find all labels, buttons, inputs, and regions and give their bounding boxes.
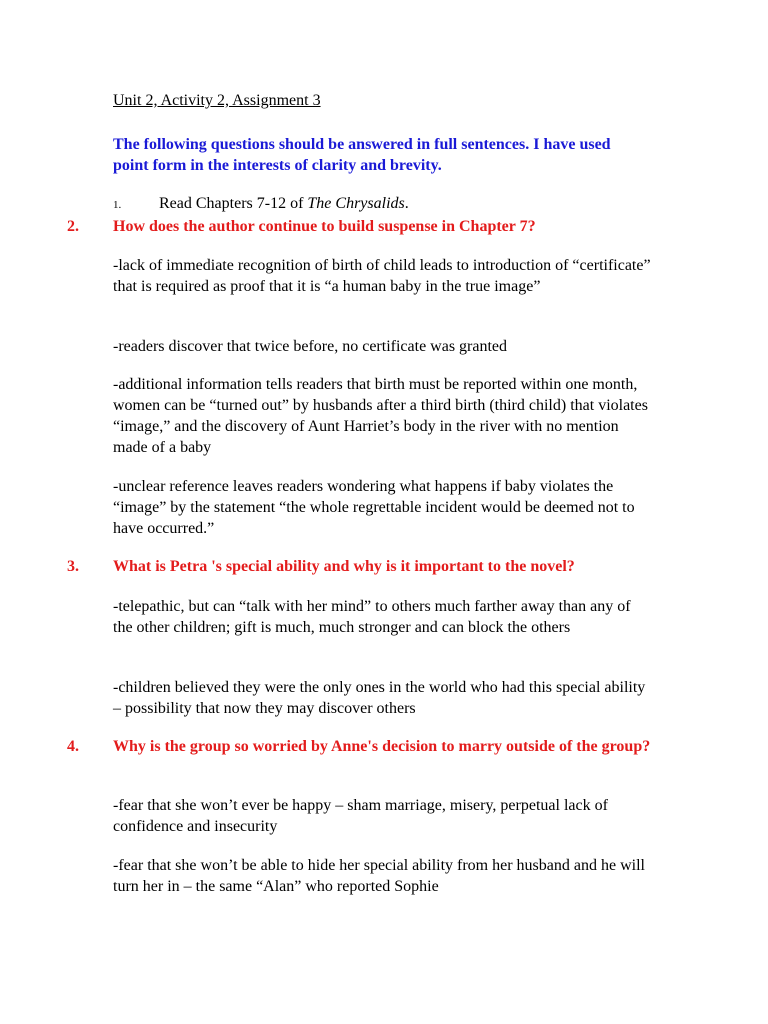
question-2-text: How does the author continue to build suspense in Chapter 7? [113, 218, 536, 235]
question-4-text: Why is the group so worried by Anne's decision to marry outside of the group? [113, 738, 651, 755]
question-3-text: What is Petra 's special ability and why is it important to the novel? [113, 558, 575, 575]
question-3-answer-1: -telepathic, but can “talk with her mind” to others much farther away than any of the other children; gift is much, much stronger and can block the others [113, 598, 631, 636]
question-2-answer-1: -lack of immediate recognition of birth of child leads to introduction of “certificate” that is required as proof that it is “a human baby in the true image” [113, 257, 651, 295]
question-1-text [159, 195, 409, 212]
question-2-answer-4: -unclear reference leaves readers wondering what happens if baby violates the “image” by the statement “the whole regrettable incident would be deemed not to have occurred.” [113, 478, 635, 537]
question-3-number: 3. [67, 558, 79, 575]
question-2-number: 2. [67, 218, 79, 235]
question-1-number: 1. [113, 199, 122, 211]
assignment-heading: Unit 2, Activity 2, Assignment 3 [113, 92, 321, 109]
intro-instructions: The following questions should be answered in full sentences. I have used point form in the interests of clarity and brevity. [113, 136, 611, 174]
question-2-answer-2: -readers discover that twice before, no certificate was granted [113, 338, 508, 355]
novel-title: The Chrysalids [307, 195, 405, 212]
question-4-answer-2: -fear that she won’t be able to hide her special ability from her husband and he will turn her in – the same “Alan” who reported Sophie [113, 857, 645, 895]
question-1-text-start: Read Chapters 7-12 of [159, 195, 308, 212]
question-1 [113, 195, 409, 213]
question-2-answer-3: -additional information tells readers that birth must be reported within one month, women can be “turned out” by husbands after a third birth (third child) that violates “image,” and the discovery of Aunt Harriet’s body in the river with no mention made of a baby [113, 376, 648, 456]
question-1-text-end: . [404, 195, 409, 212]
question-4-answer-1: -fear that she won’t ever be happy – sham marriage, misery, perpetual lack of confidence and insecurity [113, 797, 608, 835]
question-4-number: 4. [67, 738, 79, 755]
question-3-answer-2: -children believed they were the only ones in the world who had this special ability – possibility that now they may discover others [113, 679, 646, 717]
